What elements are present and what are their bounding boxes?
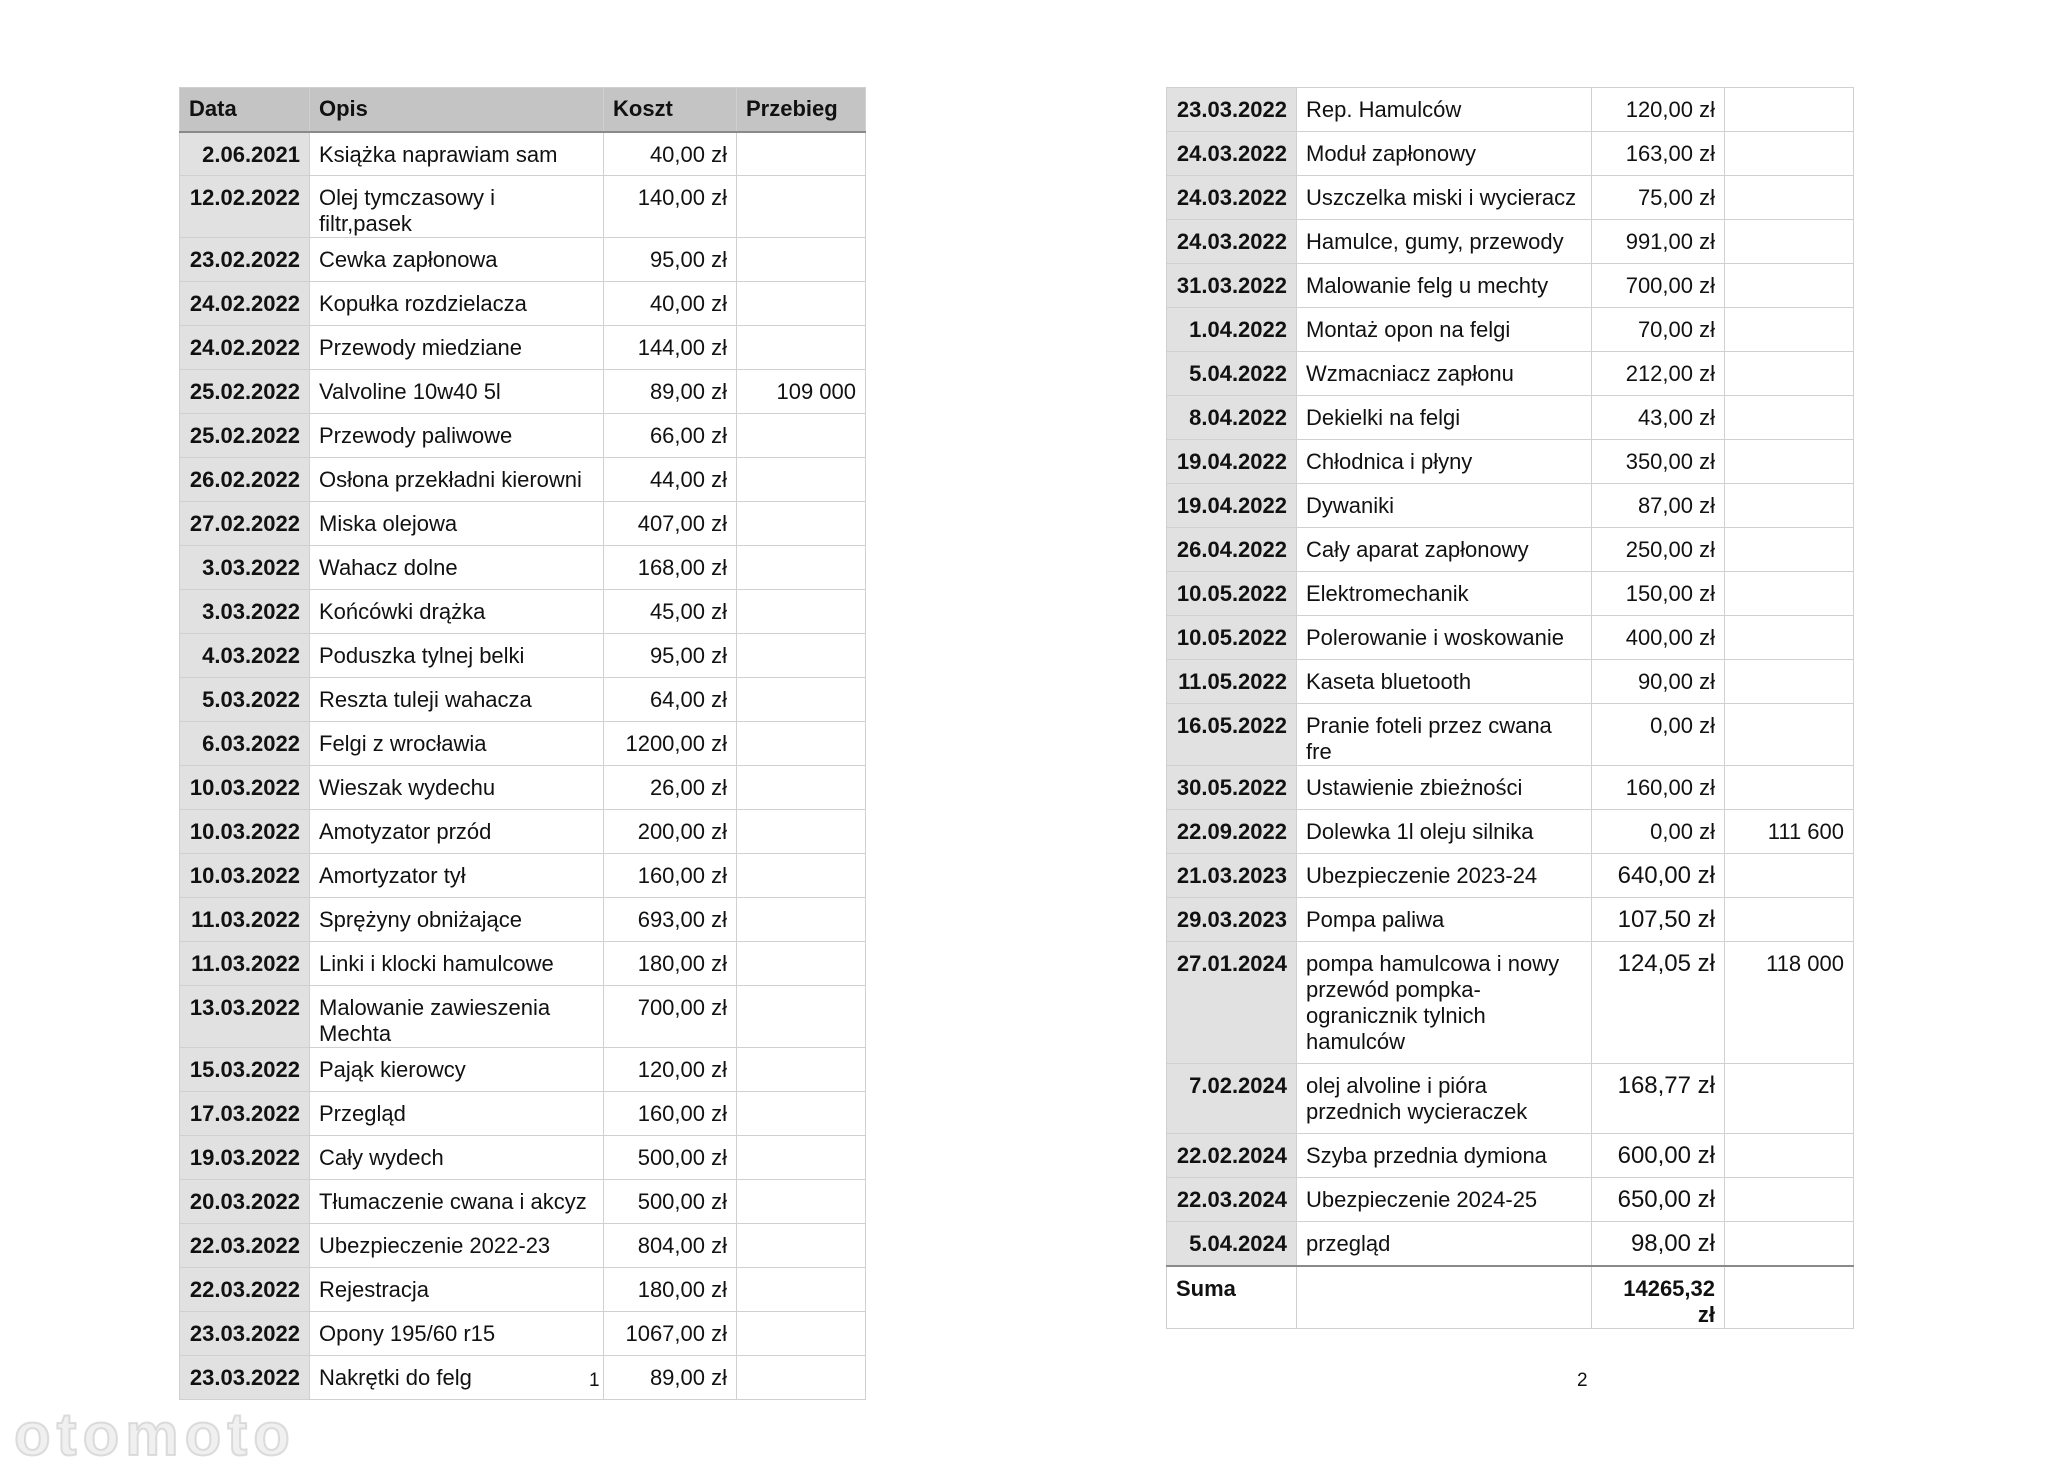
table-row [180, 1180, 866, 1224]
cost-cell: 43,00 zł [1592, 396, 1725, 440]
description-cell: Montaż opon na felgi [1297, 308, 1592, 352]
date-cell: 19.04.2022 [1167, 440, 1297, 484]
description-cell: Malowanie felg u mechty [1297, 264, 1592, 308]
description-cell: Poduszka tylnej belki [310, 634, 604, 678]
cost-cell: 26,00 zł [604, 766, 737, 810]
description-cell: Moduł zapłonowy [1297, 132, 1592, 176]
cost-cell: 89,00 zł [604, 1356, 737, 1400]
cost-cell: 407,00 zł [604, 502, 737, 546]
date-cell: 7.02.2024 [1167, 1064, 1297, 1134]
table-row [1167, 898, 1854, 942]
date-cell: 12.02.2022 [180, 176, 310, 238]
cost-cell: 144,00 zł [604, 326, 737, 370]
cost-cell: 500,00 zł [604, 1180, 737, 1224]
cost-cell: 98,00 zł [1592, 1222, 1725, 1266]
cost-cell: 400,00 zł [1592, 616, 1725, 660]
mileage-cell [737, 590, 866, 634]
table-row [180, 1224, 866, 1268]
cost-cell: 45,00 zł [604, 590, 737, 634]
mileage-cell [737, 1224, 866, 1268]
cost-cell: 500,00 zł [604, 1136, 737, 1180]
date-cell: 10.03.2022 [180, 766, 310, 810]
date-cell: 31.03.2022 [1167, 264, 1297, 308]
table-row [180, 722, 866, 766]
date-cell: 24.02.2022 [180, 326, 310, 370]
description-cell: Nakrętki do felg [310, 1356, 604, 1400]
table-row [1167, 660, 1854, 704]
table-row [180, 766, 866, 810]
expense-table-page-1 [179, 87, 866, 1400]
description-cell: Opony 195/60 r15 [310, 1312, 604, 1356]
description-cell: Amotyzator przód [310, 810, 604, 854]
cost-cell: 95,00 zł [604, 634, 737, 678]
mileage-cell [1725, 352, 1854, 396]
mileage-cell [737, 546, 866, 590]
mileage-cell: 109 000 [737, 370, 866, 414]
mileage-cell [1725, 616, 1854, 660]
table-row [180, 502, 866, 546]
date-cell: 25.02.2022 [180, 414, 310, 458]
cost-cell: 66,00 zł [604, 414, 737, 458]
table-row [180, 678, 866, 722]
description-cell: Ubezpieczenie 2024-25 [1297, 1178, 1592, 1222]
date-cell: 11.03.2022 [180, 942, 310, 986]
description-cell: Kopułka rozdzielacza [310, 282, 604, 326]
mileage-cell [737, 132, 866, 176]
table-row [180, 1136, 866, 1180]
date-cell: 5.03.2022 [180, 678, 310, 722]
description-cell: Osłona przekładni kierowni [310, 458, 604, 502]
mileage-cell [737, 414, 866, 458]
description-cell: Tłumaczenie cwana i akcyz [310, 1180, 604, 1224]
date-cell: 20.03.2022 [180, 1180, 310, 1224]
date-cell: 4.03.2022 [180, 634, 310, 678]
description-cell: Szyba przednia dymiona [1297, 1134, 1592, 1178]
date-cell: 16.05.2022 [1167, 704, 1297, 766]
cost-cell: 804,00 zł [604, 1224, 737, 1268]
mileage-cell [737, 634, 866, 678]
table-row [1167, 810, 1854, 854]
mileage-cell [737, 176, 866, 238]
header-cost: Koszt [604, 88, 737, 132]
cost-cell: 150,00 zł [1592, 572, 1725, 616]
page-number-2: 2 [1577, 1370, 1588, 1391]
description-cell: Kaseta bluetooth [1297, 660, 1592, 704]
table-row [180, 326, 866, 370]
cost-cell: 107,50 zł [1592, 898, 1725, 942]
description-cell: przegląd [1297, 1222, 1592, 1266]
description-cell: Cały wydech [310, 1136, 604, 1180]
table-row [180, 1048, 866, 1092]
cost-cell: 87,00 zł [1592, 484, 1725, 528]
mileage-cell [1725, 396, 1854, 440]
cost-cell: 160,00 zł [604, 854, 737, 898]
table-row [1167, 88, 1854, 132]
table-row [180, 1268, 866, 1312]
table-row [1167, 264, 1854, 308]
date-cell: 26.02.2022 [180, 458, 310, 502]
table-row [1167, 484, 1854, 528]
mileage-cell [737, 282, 866, 326]
cost-cell: 991,00 zł [1592, 220, 1725, 264]
description-cell: Rejestracja [310, 1268, 604, 1312]
date-cell: 19.03.2022 [180, 1136, 310, 1180]
table-row [180, 458, 866, 502]
date-cell: 23.03.2022 [1167, 88, 1297, 132]
cost-cell: 650,00 zł [1592, 1178, 1725, 1222]
mileage-cell [1725, 88, 1854, 132]
table-header-row [180, 88, 866, 132]
mileage-cell [1725, 528, 1854, 572]
expense-table-page-2 [1166, 87, 1854, 1329]
description-cell: Książka naprawiam sam [310, 132, 604, 176]
mileage-cell [737, 1268, 866, 1312]
mileage-cell [737, 854, 866, 898]
description-cell: Malowanie zawieszenia Mechta [310, 986, 604, 1048]
mileage-cell [737, 238, 866, 282]
description-cell: Dolewka 1l oleju silnika [1297, 810, 1592, 854]
description-cell: Ubezpieczenie 2022-23 [310, 1224, 604, 1268]
sum-value: 14265,32 zł [1592, 1266, 1725, 1329]
mileage-cell [1725, 132, 1854, 176]
cost-cell: 160,00 zł [1592, 766, 1725, 810]
description-cell: Valvoline 10w40 5l [310, 370, 604, 414]
date-cell: 10.05.2022 [1167, 572, 1297, 616]
table-row [180, 546, 866, 590]
mileage-cell [1725, 1222, 1854, 1266]
date-cell: 22.03.2022 [180, 1268, 310, 1312]
table-row [1167, 766, 1854, 810]
cost-cell: 0,00 zł [1592, 810, 1725, 854]
table-row [1167, 704, 1854, 766]
date-cell: 23.02.2022 [180, 238, 310, 282]
table-row [180, 1312, 866, 1356]
table-row [180, 854, 866, 898]
description-cell: Reszta tuleji wahacza [310, 678, 604, 722]
cost-cell: 700,00 zł [604, 986, 737, 1048]
cost-cell: 212,00 zł [1592, 352, 1725, 396]
table-row [1167, 440, 1854, 484]
description-cell: Przewody paliwowe [310, 414, 604, 458]
cost-cell: 40,00 zł [604, 132, 737, 176]
date-cell: 5.04.2024 [1167, 1222, 1297, 1266]
table-row [1167, 352, 1854, 396]
cost-cell: 160,00 zł [604, 1092, 737, 1136]
date-cell: 11.03.2022 [180, 898, 310, 942]
cost-cell: 168,00 zł [604, 546, 737, 590]
table-row [1167, 308, 1854, 352]
date-cell: 23.03.2022 [180, 1312, 310, 1356]
date-cell: 24.03.2022 [1167, 220, 1297, 264]
description-cell: Cały aparat zapłonowy [1297, 528, 1592, 572]
mileage-cell [737, 1356, 866, 1400]
date-cell: 26.04.2022 [1167, 528, 1297, 572]
date-cell: 13.03.2022 [180, 986, 310, 1048]
description-cell: Polerowanie i woskowanie [1297, 616, 1592, 660]
mileage-cell [737, 678, 866, 722]
table-row [180, 634, 866, 678]
table-row [1167, 396, 1854, 440]
table-row [1167, 1064, 1854, 1134]
cost-cell: 1200,00 zł [604, 722, 737, 766]
table-row [1167, 942, 1854, 1064]
date-cell: 15.03.2022 [180, 1048, 310, 1092]
mileage-cell: 111 600 [1725, 810, 1854, 854]
mileage-cell [1725, 854, 1854, 898]
mileage-cell [1725, 308, 1854, 352]
mileage-cell [1725, 484, 1854, 528]
description-cell: Wzmacniacz zapłonu [1297, 352, 1592, 396]
date-cell: 3.03.2022 [180, 546, 310, 590]
cost-cell: 1067,00 zł [604, 1312, 737, 1356]
mileage-cell [1725, 766, 1854, 810]
date-cell: 22.03.2022 [180, 1224, 310, 1268]
table-row [1167, 220, 1854, 264]
cost-cell: 90,00 zł [1592, 660, 1725, 704]
mileage-cell [737, 810, 866, 854]
description-cell: Felgi z wrocławia [310, 722, 604, 766]
mileage-cell [1725, 1064, 1854, 1134]
date-cell: 22.02.2024 [1167, 1134, 1297, 1178]
date-cell: 3.03.2022 [180, 590, 310, 634]
cost-cell: 75,00 zł [1592, 176, 1725, 220]
date-cell: 17.03.2022 [180, 1092, 310, 1136]
table-row [180, 1092, 866, 1136]
table-row [1167, 1134, 1854, 1178]
table-row [180, 282, 866, 326]
cost-cell: 95,00 zł [604, 238, 737, 282]
mileage-cell [1725, 898, 1854, 942]
mileage-cell [1725, 1178, 1854, 1222]
description-cell: Pompa paliwa [1297, 898, 1592, 942]
mileage-cell [1725, 220, 1854, 264]
table-row [180, 132, 866, 176]
description-cell: Pranie foteli przez cwana fre [1297, 704, 1592, 766]
sum-empty-desc [1297, 1266, 1592, 1329]
mileage-cell [737, 1092, 866, 1136]
date-cell: 10.05.2022 [1167, 616, 1297, 660]
sum-empty-km [1725, 1266, 1854, 1329]
table-row [180, 590, 866, 634]
date-cell: 11.05.2022 [1167, 660, 1297, 704]
mileage-cell [1725, 176, 1854, 220]
date-cell: 30.05.2022 [1167, 766, 1297, 810]
mileage-cell [1725, 440, 1854, 484]
header-description: Opis [310, 88, 604, 132]
cost-cell: 70,00 zł [1592, 308, 1725, 352]
date-cell: 5.04.2022 [1167, 352, 1297, 396]
table-row [180, 898, 866, 942]
date-cell: 2.06.2021 [180, 132, 310, 176]
cost-cell: 600,00 zł [1592, 1134, 1725, 1178]
description-cell: Elektromechanik [1297, 572, 1592, 616]
mileage-cell [737, 766, 866, 810]
table-row [1167, 616, 1854, 660]
cost-cell: 140,00 zł [604, 176, 737, 238]
table-row [180, 1356, 866, 1400]
description-cell: Uszczelka miski i wycieracz [1297, 176, 1592, 220]
cost-cell: 0,00 zł [1592, 704, 1725, 766]
description-cell: Ustawienie zbieżności [1297, 766, 1592, 810]
description-cell: Końcówki drążka [310, 590, 604, 634]
cost-cell: 168,77 zł [1592, 1064, 1725, 1134]
date-cell: 29.03.2023 [1167, 898, 1297, 942]
mileage-cell [737, 898, 866, 942]
cost-cell: 200,00 zł [604, 810, 737, 854]
description-cell: Wahacz dolne [310, 546, 604, 590]
description-cell: Linki i klocki hamulcowe [310, 942, 604, 986]
cost-cell: 44,00 zł [604, 458, 737, 502]
description-cell: Olej tymczasowy i filtr,pasek [310, 176, 604, 238]
date-cell: 24.03.2022 [1167, 176, 1297, 220]
cost-cell: 163,00 zł [1592, 132, 1725, 176]
date-cell: 21.03.2023 [1167, 854, 1297, 898]
mileage-cell [737, 1048, 866, 1092]
date-cell: 19.04.2022 [1167, 484, 1297, 528]
description-cell: Amortyzator tył [310, 854, 604, 898]
table-row [1167, 1178, 1854, 1222]
header-mileage: Przebieg [737, 88, 866, 132]
mileage-cell [1725, 264, 1854, 308]
description-cell: Przewody miedziane [310, 326, 604, 370]
cost-cell: 120,00 zł [604, 1048, 737, 1092]
mileage-cell [737, 1312, 866, 1356]
mileage-cell [737, 1180, 866, 1224]
header-date: Data [180, 88, 310, 132]
mileage-cell: 118 000 [1725, 942, 1854, 1064]
cost-cell: 693,00 zł [604, 898, 737, 942]
description-cell: Przegląd [310, 1092, 604, 1136]
cost-cell: 124,05 zł [1592, 942, 1725, 1064]
description-cell: Rep. Hamulców [1297, 88, 1592, 132]
date-cell: 25.02.2022 [180, 370, 310, 414]
date-cell: 23.03.2022 [180, 1356, 310, 1400]
mileage-cell [737, 458, 866, 502]
date-cell: 8.04.2022 [1167, 396, 1297, 440]
mileage-cell [737, 986, 866, 1048]
mileage-cell [737, 942, 866, 986]
table-row [1167, 572, 1854, 616]
table-row [1167, 1222, 1854, 1266]
page-number-1: 1 [589, 1370, 600, 1391]
date-cell: 6.03.2022 [180, 722, 310, 766]
table-row [1167, 176, 1854, 220]
description-cell: Wieszak wydechu [310, 766, 604, 810]
table-row [180, 238, 866, 282]
date-cell: 24.02.2022 [180, 282, 310, 326]
mileage-cell [737, 326, 866, 370]
description-cell: olej alvoline i pióra przednich wycieraczek [1297, 1064, 1592, 1134]
cost-cell: 700,00 zł [1592, 264, 1725, 308]
date-cell: 27.02.2022 [180, 502, 310, 546]
mileage-cell [737, 502, 866, 546]
description-cell: Dekielki na felgi [1297, 396, 1592, 440]
description-cell: pompa hamulcowa i nowy przewód pompka-ogranicznik tylnich hamulców [1297, 942, 1592, 1064]
date-cell: 10.03.2022 [180, 810, 310, 854]
date-cell: 1.04.2022 [1167, 308, 1297, 352]
date-cell: 24.03.2022 [1167, 132, 1297, 176]
description-cell: Dywaniki [1297, 484, 1592, 528]
cost-cell: 89,00 zł [604, 370, 737, 414]
cost-cell: 180,00 zł [604, 942, 737, 986]
mileage-cell [1725, 572, 1854, 616]
cost-cell: 250,00 zł [1592, 528, 1725, 572]
table-row [180, 370, 866, 414]
description-cell: Miska olejowa [310, 502, 604, 546]
mileage-cell [1725, 1134, 1854, 1178]
date-cell: 27.01.2024 [1167, 942, 1297, 1064]
description-cell: Sprężyny obniżające [310, 898, 604, 942]
sum-row [1167, 1266, 1854, 1329]
cost-cell: 350,00 zł [1592, 440, 1725, 484]
cost-cell: 64,00 zł [604, 678, 737, 722]
description-cell: Hamulce, gumy, przewody [1297, 220, 1592, 264]
cost-cell: 640,00 zł [1592, 854, 1725, 898]
table-row [1167, 528, 1854, 572]
watermark-logo: otomoto [14, 1401, 296, 1468]
sum-label: Suma [1167, 1266, 1297, 1329]
table-row [180, 810, 866, 854]
cost-cell: 40,00 zł [604, 282, 737, 326]
description-cell: Pająk kierowcy [310, 1048, 604, 1092]
date-cell: 22.03.2024 [1167, 1178, 1297, 1222]
mileage-cell [1725, 660, 1854, 704]
description-cell: Ubezpieczenie 2023-24 [1297, 854, 1592, 898]
table-row [180, 176, 866, 238]
table-row [180, 942, 866, 986]
date-cell: 22.09.2022 [1167, 810, 1297, 854]
mileage-cell [737, 1136, 866, 1180]
table-row [180, 414, 866, 458]
cost-cell: 120,00 zł [1592, 88, 1725, 132]
table-row [1167, 854, 1854, 898]
date-cell: 10.03.2022 [180, 854, 310, 898]
table-row [180, 986, 866, 1048]
cost-cell: 180,00 zł [604, 1268, 737, 1312]
description-cell: Cewka zapłonowa [310, 238, 604, 282]
description-cell: Chłodnica i płyny [1297, 440, 1592, 484]
mileage-cell [1725, 704, 1854, 766]
table-row [1167, 132, 1854, 176]
mileage-cell [737, 722, 866, 766]
